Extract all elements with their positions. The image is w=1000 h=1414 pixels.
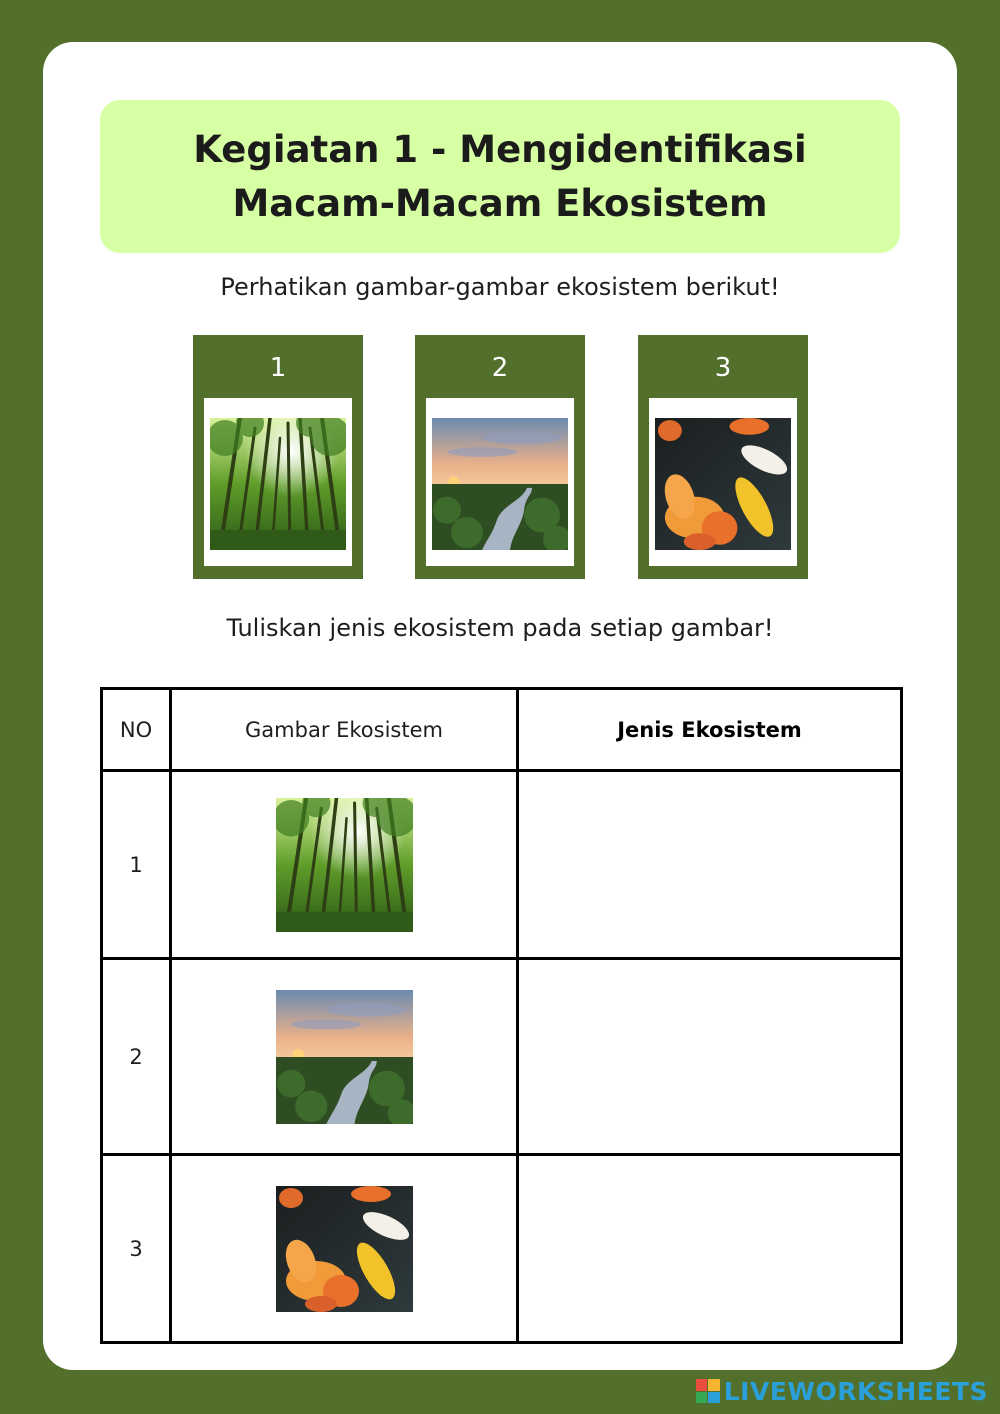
ecosystem-table (100, 687, 903, 1344)
instruction-write: Tuliskan jenis ekosistem pada setiap gambar! (226, 614, 774, 642)
header-ecosystem-type: Jenis Ekosistem (518, 689, 902, 771)
answer-field[interactable] (518, 1155, 902, 1343)
forest-image (276, 798, 413, 932)
instruction-observe: Perhatikan gambar-gambar ekosistem berikut! (220, 273, 780, 301)
card-number: 2 (491, 353, 509, 383)
card-frame (426, 398, 574, 566)
row-number: 2 (102, 959, 171, 1155)
row-number: 1 (102, 771, 171, 959)
table-row (102, 1155, 902, 1343)
table-header-row (102, 689, 902, 771)
card-frame (204, 398, 352, 566)
card-frame (649, 398, 797, 566)
ecosystem-card-3 (638, 335, 808, 579)
row-image-cell (171, 959, 518, 1155)
table-row (102, 959, 902, 1155)
title-box (100, 100, 900, 253)
header-image: Gambar Ekosistem (171, 689, 518, 771)
table-row (102, 771, 902, 959)
row-number: 3 (102, 1155, 171, 1343)
header-no: NO (102, 689, 171, 771)
ecosystem-card-1 (193, 335, 363, 579)
answer-field[interactable] (518, 771, 902, 959)
liveworksheets-logo[interactable] (696, 1376, 988, 1406)
row-image-cell (171, 771, 518, 959)
ecosystem-card-2 (415, 335, 585, 579)
brand-name: LIVEWORKSHEETS (723, 1376, 988, 1406)
river-image (432, 418, 568, 550)
row-image-cell (171, 1155, 518, 1343)
koi-pond-image (655, 418, 791, 550)
liveworksheets-icon (696, 1379, 720, 1403)
river-image (276, 990, 413, 1124)
card-number: 1 (269, 353, 287, 383)
forest-image (210, 418, 346, 550)
answer-field[interactable] (518, 959, 902, 1155)
card-number: 3 (714, 353, 732, 383)
page-title: Kegiatan 1 - Mengidentifikasi Macam-Macam Ekosistem (193, 127, 807, 225)
koi-pond-image (276, 1186, 413, 1312)
